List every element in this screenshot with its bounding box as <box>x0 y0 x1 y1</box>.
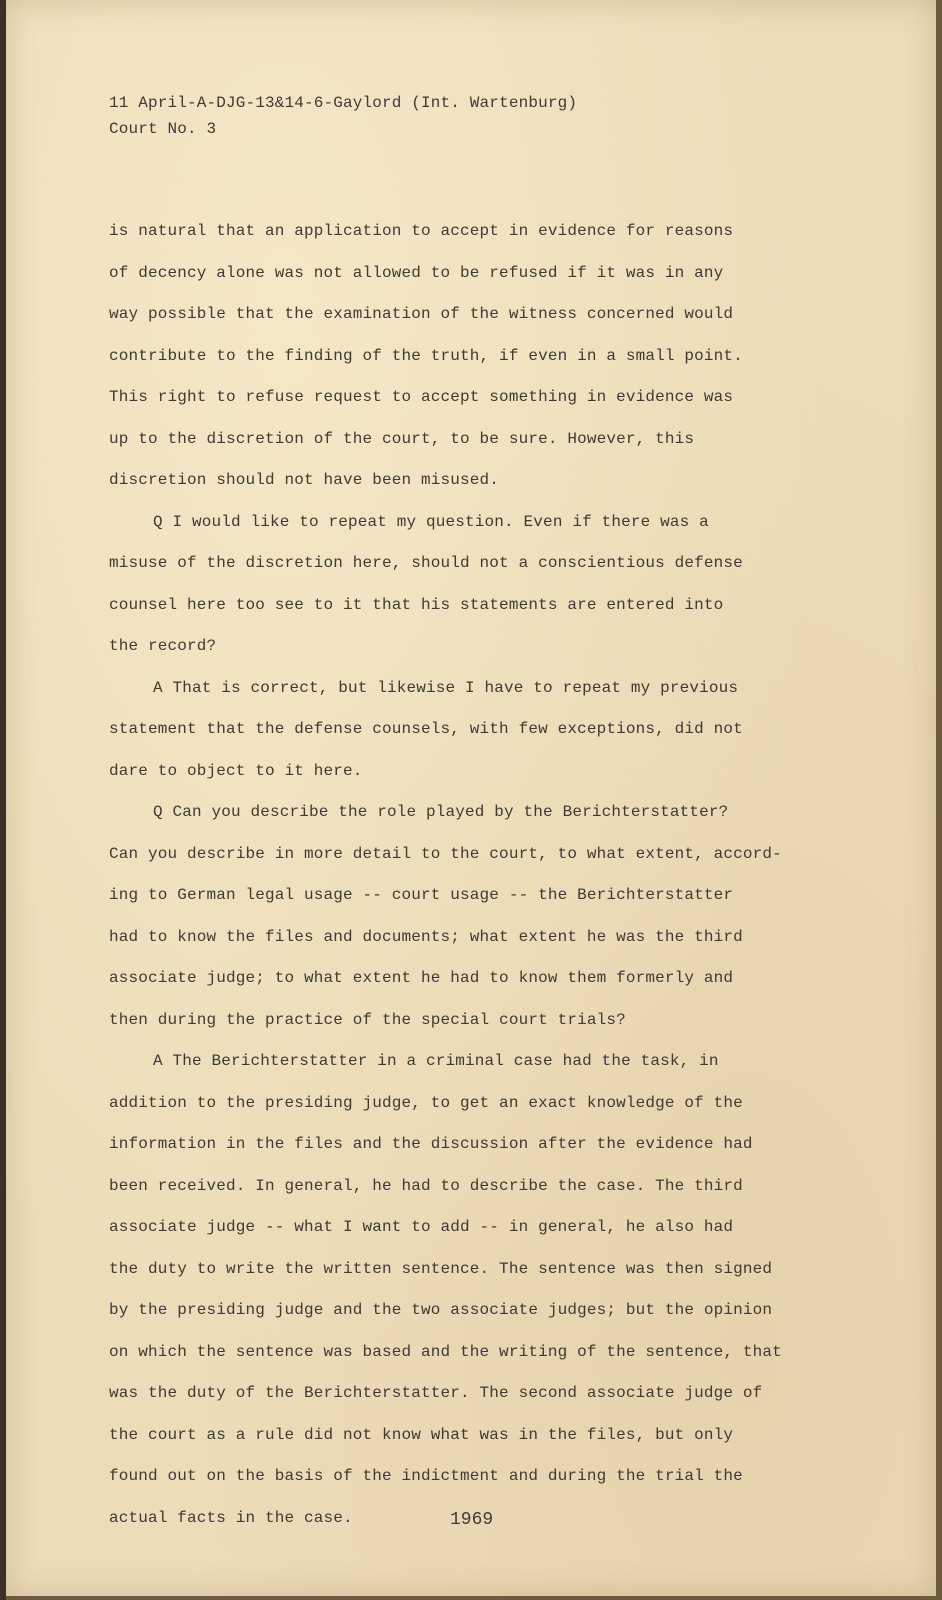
document-header <box>109 90 577 142</box>
text-line: the duty to write the written sentence. The sentence was then signed <box>109 1259 773 1278</box>
text-line: by the presiding judge and the two associate judges; but the opinion <box>109 1301 773 1319</box>
text-line: actual facts in the case. <box>109 1508 353 1527</box>
text-line: associate judge -- what I want to add -- in general, he also had <box>109 1218 734 1236</box>
text-line: discretion should not have been misused. <box>109 471 500 489</box>
text-line: is natural that an application to accept in evidence for reasons <box>109 222 734 240</box>
answer-paragraph <box>109 668 909 793</box>
text-line: was the duty of the Berichterstatter. The second associate judge of <box>109 1384 763 1402</box>
answer-paragraph <box>109 1041 909 1539</box>
question-paragraph <box>109 502 909 668</box>
transcript-body <box>109 211 909 1539</box>
text-line: misuse of the discretion here, should not a conscientious defense <box>109 554 743 572</box>
text-line: contribute to the finding of the truth, if even in a small point. <box>109 346 743 365</box>
text-line: the record? <box>109 637 217 655</box>
text-line: dare to object to it here. <box>109 761 363 780</box>
text-line: ing to German legal usage -- court usage -- the Berichterstatter <box>109 886 734 904</box>
header-reference-line: 11 April-A-DJG-13&14-6-Gaylord (Int. Wartenburg) <box>109 94 578 112</box>
text-line: Q Can you describe the role played by the Berichterstatter? <box>153 803 729 821</box>
text-line: had to know the files and documents; what extent he was the third <box>109 927 743 946</box>
question-paragraph <box>109 792 909 1041</box>
text-line: way possible that the examination of the witness concerned would <box>109 305 734 323</box>
text-line: associate judge; to what extent he had to know them formerly and <box>109 969 734 987</box>
text-line: then during the practice of the special court trials? <box>109 1010 626 1029</box>
text-line: the court as a rule did not know what was in the files, but only <box>109 1425 734 1444</box>
typescript-page <box>6 0 936 1596</box>
text-line: addition to the presiding judge, to get an exact knowledge of the <box>109 1093 743 1112</box>
text-line: statement that the defense counsels, with few exceptions, did not <box>109 720 743 738</box>
text-line: A The Berichterstatter in a criminal case had the task, in <box>153 1052 719 1070</box>
text-line: of decency alone was not allowed to be refused if it was in any <box>109 263 724 282</box>
paragraph <box>109 211 909 502</box>
text-line: Q I would like to repeat my question. Even if there was a <box>153 512 709 531</box>
text-line: A That is correct, but likewise I have to repeat my previous <box>153 678 739 697</box>
text-line: found out on the basis of the indictment and during the trial the <box>109 1467 743 1485</box>
text-line: Can you describe in more detail to the court, to what extent, accord- <box>109 844 782 863</box>
text-line: been received. In general, he had to describe the case. The third <box>109 1176 743 1195</box>
page-number: 1969 <box>450 1510 494 1530</box>
text-line: up to the discretion of the court, to be sure. However, this <box>109 429 695 448</box>
text-line: on which the sentence was based and the writing of the sentence, that <box>109 1342 782 1361</box>
text-line: information in the files and the discussion after the evidence had <box>109 1135 753 1153</box>
text-line: This right to refuse request to accept something in evidence was <box>109 388 734 406</box>
text-line: counsel here too see to it that his statements are entered into <box>109 595 724 614</box>
header-court-line: Court No. 3 <box>109 120 217 138</box>
